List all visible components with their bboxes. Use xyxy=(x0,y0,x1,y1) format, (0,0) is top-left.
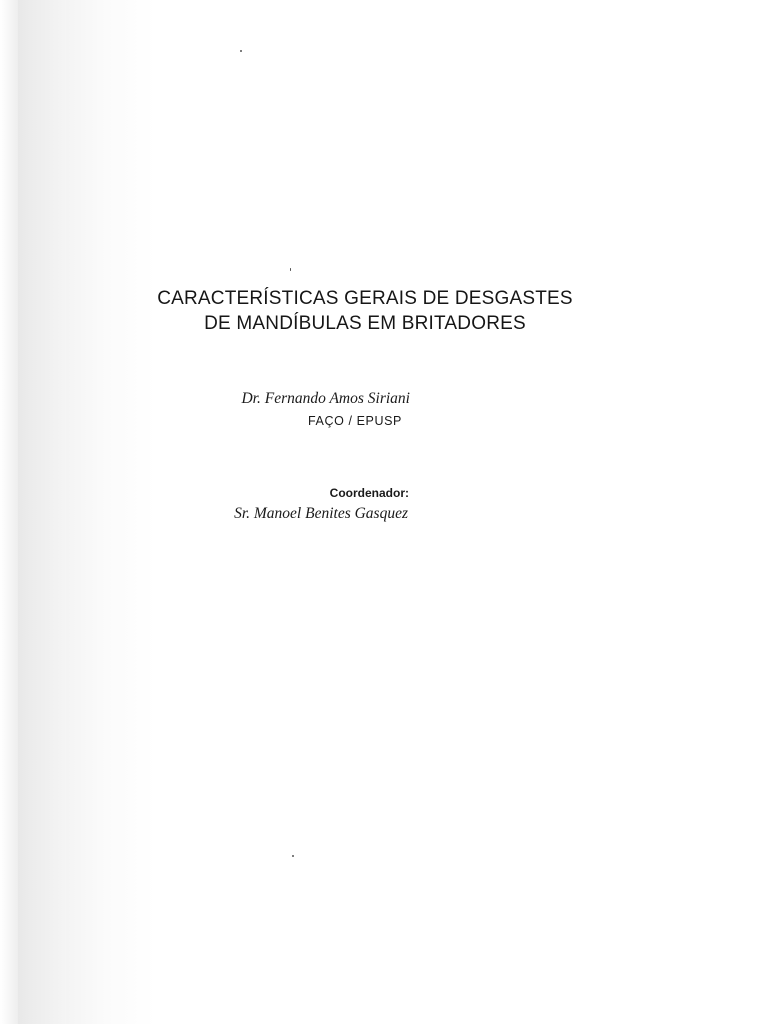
author-affiliation: FAÇO / EPUSP xyxy=(307,414,402,428)
document-title xyxy=(120,286,610,336)
coordinator-label: Coordenador: xyxy=(329,486,409,500)
scan-speck xyxy=(240,50,242,52)
page-edge xyxy=(0,0,18,1024)
title-line-2: DE MANDÍBULAS EM BRITADORES xyxy=(204,313,526,334)
author-name: Dr. Fernando Amos Siriani xyxy=(241,390,410,407)
coordinator-name: Sr. Manoel Benites Gasquez xyxy=(234,505,408,522)
scan-speck xyxy=(292,855,294,857)
scan-speck xyxy=(290,268,291,271)
title-line-1: CARACTERÍSTICAS GERAIS DE DESGASTES xyxy=(157,288,573,309)
